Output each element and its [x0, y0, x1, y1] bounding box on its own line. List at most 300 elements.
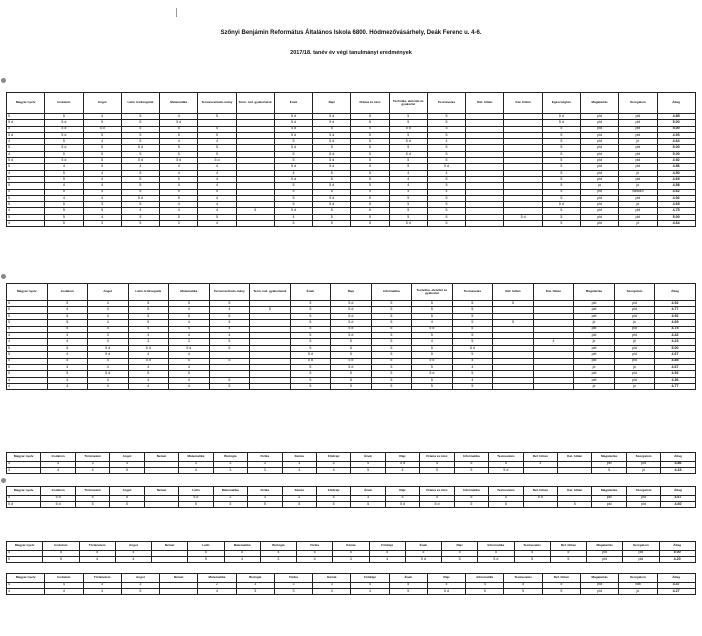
column-header: Német: [152, 542, 188, 551]
grade-cell: 5 d: [274, 126, 312, 132]
grade-cell: 5: [313, 176, 351, 182]
grade-cell: 5: [351, 120, 389, 126]
punch-hole: [1, 78, 6, 83]
grade-cell: pld: [592, 501, 626, 507]
column-header: Technika, életvitel és gyakorlat: [412, 284, 453, 301]
grade-cell: 5: [47, 371, 88, 377]
grade-cell: 5: [7, 495, 41, 501]
grade-cell: pld: [574, 301, 615, 307]
grade-cell: jó: [614, 364, 655, 370]
average-cell: 4.85: [655, 358, 696, 364]
grade-cell: pld: [614, 377, 655, 383]
grade-cell: 5: [389, 114, 427, 120]
column-header: Átlag: [657, 574, 695, 583]
grade-cell: 5: [198, 145, 236, 151]
grade-cell: pld: [623, 556, 659, 562]
grade-cell: 5: [412, 364, 453, 370]
grade-cell: 5 d: [331, 326, 372, 332]
grade-cell: 5: [121, 214, 159, 220]
column-header: Matematika: [179, 453, 213, 462]
grade-cell: 4: [169, 320, 210, 326]
grade-cell: 4: [45, 183, 83, 189]
column-header: Term. tud. gyakorlatok: [236, 93, 274, 114]
column-header: Földrajz: [351, 574, 389, 583]
grade-cell: 5 d: [45, 145, 83, 151]
grade-cell: 4: [420, 461, 454, 467]
grade-cell: 5: [121, 183, 159, 189]
grade-cell: 5 d: [160, 158, 198, 164]
grade-cell: pld: [574, 352, 615, 358]
grade-cell: 5: [160, 214, 198, 220]
grade-cell: [236, 221, 274, 227]
grade-cell: pld: [574, 358, 615, 364]
grade-cell: 5: [274, 221, 312, 227]
grade-cell: 4: [88, 326, 129, 332]
column-header: Ref. hittan: [542, 574, 580, 583]
grade-cell: 4: [160, 183, 198, 189]
grade-cell: 5: [427, 120, 465, 126]
grade-cell: 3: [83, 221, 121, 227]
grade-cell: 4: [316, 495, 350, 501]
grade-cell: 5: [128, 313, 169, 319]
grade-cell: 4: [83, 114, 121, 120]
column-header: Rajz: [385, 487, 419, 496]
grade-cell: 4: [7, 339, 48, 345]
column-header: Átlag: [661, 487, 695, 496]
grade-cell: 4: [79, 556, 115, 562]
grade-cell: 5: [7, 320, 48, 326]
grade-cell: 4: [47, 364, 88, 370]
grade-cell: 3: [248, 467, 282, 473]
grade-cell: 4: [198, 164, 236, 170]
grade-cell: 5: [504, 582, 542, 588]
grade-cell: 5 d: [169, 345, 210, 351]
grade-cell: 5: [550, 550, 586, 556]
grade-cell: 5 d: [412, 358, 453, 364]
grade-cell: 5: [371, 307, 412, 313]
grade-cell: 4: [128, 352, 169, 358]
grade-cell: 5: [389, 164, 427, 170]
grade-cell: 4: [316, 467, 350, 473]
grade-cell: pld: [580, 208, 618, 214]
grade-cell: 5 d: [427, 164, 465, 170]
grade-cell: 5: [389, 158, 427, 164]
grade-cell: 5: [128, 307, 169, 313]
grade-cell: jó: [619, 139, 657, 145]
grade-cell: vált: [619, 582, 657, 588]
grade-cell: 5: [121, 114, 159, 120]
grade-cell: 4: [351, 588, 389, 594]
grade-cell: 5 d: [412, 326, 453, 332]
grade-cell: 3: [282, 461, 316, 467]
grade-cell: 3: [213, 461, 247, 467]
grade-cell: pld: [574, 377, 615, 383]
column-header: Ref. hittan: [550, 542, 586, 551]
grade-cell: 5: [250, 307, 291, 313]
column-header: Informatika: [454, 453, 488, 462]
column-header: Testnevelés: [489, 487, 523, 496]
grade-cell: 5 d: [331, 301, 372, 307]
grade-cell: 5: [45, 176, 83, 182]
grade-cell: 5: [427, 145, 465, 151]
grade-cell: [493, 384, 534, 390]
column-header: Irodalom: [45, 93, 83, 114]
grade-cell: 5: [297, 550, 333, 556]
grade-cell: 4: [128, 364, 169, 370]
grade-cell: 4: [351, 582, 389, 588]
table-row: [7, 556, 696, 562]
grade-cell: 4: [198, 195, 236, 201]
grade-cell: 5 d: [313, 114, 351, 120]
column-header: Angol: [110, 487, 144, 496]
grade-cell: 5: [169, 313, 210, 319]
column-header: Angol: [121, 574, 159, 583]
average-cell: 4.50: [657, 170, 695, 176]
grade-cell: 5 d: [313, 195, 351, 201]
column-header: Rajz: [385, 453, 419, 462]
average-cell: 4.23: [661, 467, 695, 473]
scan-mark: [176, 8, 177, 17]
grade-cell: 5 d: [88, 352, 129, 358]
grade-cell: 4: [160, 208, 198, 214]
grade-cell: 5: [371, 352, 412, 358]
grade-cell: pld: [574, 326, 615, 332]
grade-cell: 4: [47, 339, 88, 345]
grade-cell: 5: [389, 132, 427, 138]
grade-cell: 5: [274, 195, 312, 201]
average-cell: 4.85: [657, 114, 695, 120]
grade-cell: 5: [452, 313, 493, 319]
grade-cell: 5: [47, 301, 88, 307]
grade-cell: 4: [47, 377, 88, 383]
column-header: Testnevelés: [504, 574, 542, 583]
grade-cell: 3: [169, 339, 210, 345]
grades-table: [6, 283, 696, 390]
grade-cell: jó: [619, 170, 657, 176]
column-header: Szorgalom: [619, 574, 657, 583]
grade-cell: 4: [88, 377, 129, 383]
column-header: Angol: [110, 453, 144, 462]
grade-cell: 4: [83, 195, 121, 201]
grade-cell: 4: [198, 202, 236, 208]
grade-cell: 5: [331, 371, 372, 377]
grade-cell: 4: [45, 195, 83, 201]
average-cell: 4.86: [657, 164, 695, 170]
grade-cell: 5: [7, 164, 45, 170]
average-cell: 4.75: [655, 326, 696, 332]
grade-cell: 5: [427, 158, 465, 164]
grade-cell: 4: [7, 221, 45, 227]
grade-cell: 4: [121, 164, 159, 170]
grade-cell: 4: [83, 183, 121, 189]
average-cell: 4.67: [655, 364, 696, 370]
grade-cell: pld: [580, 195, 618, 201]
grade-cell: 5: [7, 364, 48, 370]
average-cell: 4.77: [655, 384, 696, 390]
grade-cell: jó: [580, 183, 618, 189]
grade-cell: 5: [83, 132, 121, 138]
grade-cell: pld: [580, 151, 618, 157]
grade-cell: jó: [626, 467, 660, 473]
grade-cell: 4: [88, 301, 129, 307]
grade-cell: 5: [542, 221, 580, 227]
column-header: Matematika: [224, 542, 260, 551]
grade-cell: 5: [198, 189, 236, 195]
grade-cell: pld: [619, 208, 657, 214]
grade-cell: 4: [7, 189, 45, 195]
grade-cell: 4: [88, 339, 129, 345]
grade-cell: 3: [7, 467, 41, 473]
grade-cell: 5: [542, 151, 580, 157]
grade-cell: pld: [574, 345, 615, 351]
grade-cell: 4: [45, 582, 83, 588]
grade-cell: 5: [313, 221, 351, 227]
grade-cell: 5: [188, 556, 224, 562]
grade-cell: 5: [452, 371, 493, 377]
grade-cell: 4: [179, 467, 213, 473]
column-header: Szorgalom: [619, 93, 657, 114]
grade-cell: [523, 501, 557, 507]
grade-cell: pld: [614, 345, 655, 351]
grade-cell: 3: [179, 461, 213, 467]
grade-cell: 4: [47, 307, 88, 313]
average-cell: 5.00: [655, 345, 696, 351]
grade-cell: 5: [452, 352, 493, 358]
column-header: Fizika: [274, 574, 312, 583]
grade-cell: 5: [45, 189, 83, 195]
grade-cell: 5: [427, 183, 465, 189]
grade-cell: 5: [121, 202, 159, 208]
grade-cell: 5: [420, 467, 454, 473]
grade-cell: 4: [47, 352, 88, 358]
grade-cell: 4: [282, 467, 316, 473]
grade-cell: 5: [371, 313, 412, 319]
grade-cell: 3: [248, 495, 282, 501]
grade-cell: 5: [7, 214, 45, 220]
grade-cell: pld: [580, 202, 618, 208]
average-cell: 5.00: [657, 145, 695, 151]
grade-cell: 4: [128, 332, 169, 338]
grade-cell: 5 d: [542, 202, 580, 208]
grade-cell: pld: [614, 332, 655, 338]
column-header: Átlag: [661, 453, 695, 462]
grade-cell: pld: [619, 132, 657, 138]
grade-cell: 5: [389, 214, 427, 220]
grade-cell: pld: [574, 371, 615, 377]
column-header: Dráma és tánc: [420, 453, 454, 462]
average-cell: 4.20: [659, 556, 695, 562]
grade-cell: 5: [290, 332, 331, 338]
grade-cell: 4: [47, 332, 88, 338]
grade-cell: 5: [351, 176, 389, 182]
grade-cell: 5: [351, 158, 389, 164]
grade-cell: jó: [614, 339, 655, 345]
grade-cell: pld: [580, 158, 618, 164]
grade-cell: 5 d: [45, 126, 83, 132]
grade-cell: 4: [160, 202, 198, 208]
column-header: Angol: [115, 542, 151, 551]
grade-cell: 5: [412, 345, 453, 351]
column-header: Angol: [83, 93, 121, 114]
grade-cell: 5: [121, 170, 159, 176]
grade-cell: 4: [489, 495, 523, 501]
grade-cell: 3: [75, 461, 109, 467]
grade-cell: 5: [290, 313, 331, 319]
grade-cell: 5 d: [331, 313, 372, 319]
grade-cell: 5 d: [313, 132, 351, 138]
grade-cell: 5 d: [290, 358, 331, 364]
grade-cell: 5 d: [179, 495, 213, 501]
column-header: Testnevelés: [514, 542, 550, 551]
grade-cell: 5: [351, 139, 389, 145]
column-header: Magyar nyelv: [7, 542, 43, 551]
grade-cell: 5 d: [7, 501, 41, 507]
grade-cell: [466, 221, 504, 227]
column-header: Kémia: [282, 453, 316, 462]
grade-cell: 5: [110, 467, 144, 473]
grade-cell: 5: [442, 556, 478, 562]
grades-table: [6, 486, 696, 508]
grade-cell: 4: [7, 332, 48, 338]
grade-cell: 5: [169, 301, 210, 307]
grade-cell: 3: [313, 582, 351, 588]
grade-cell: 4: [260, 550, 296, 556]
column-header: Informatika: [478, 542, 514, 551]
grade-cell: pld: [580, 170, 618, 176]
grade-cell: 5: [236, 208, 274, 214]
average-cell: 4.36: [655, 377, 696, 383]
column-header: Testnevelés: [489, 453, 523, 462]
grade-cell: 5: [331, 377, 372, 383]
grade-cell: 5 d: [389, 139, 427, 145]
grade-cell: 4: [160, 164, 198, 170]
grade-cell: 5: [7, 326, 48, 332]
grade-cell: pld: [619, 151, 657, 157]
grade-cell: 4: [7, 151, 45, 157]
average-cell: 5.00: [659, 550, 695, 556]
column-header: Történelem: [79, 542, 115, 551]
grade-cell: pld: [619, 176, 657, 182]
grade-cell: 4: [110, 461, 144, 467]
grade-cell: 5: [209, 377, 250, 383]
grade-cell: 5: [427, 151, 465, 157]
grade-cell: 5 d: [121, 195, 159, 201]
grade-cell: 4: [121, 208, 159, 214]
grade-cell: 5: [331, 339, 372, 345]
grade-cell: 5: [371, 320, 412, 326]
grade-cell: 5: [47, 358, 88, 364]
grade-cell: 5: [274, 183, 312, 189]
grade-cell: 5: [493, 301, 534, 307]
grade-cell: jó: [619, 183, 657, 189]
average-cell: 5.00: [657, 120, 695, 126]
grade-cell: 5: [209, 358, 250, 364]
grade-cell: 5: [389, 202, 427, 208]
grade-cell: jó: [574, 320, 615, 326]
grade-cell: 5: [121, 151, 159, 157]
grade-cell: 5 d: [313, 139, 351, 145]
grade-cell: 4: [198, 588, 236, 594]
column-header: Magyar nyelv: [7, 93, 45, 114]
grade-cell: 3: [128, 339, 169, 345]
column-header: Dráma és tánc: [420, 487, 454, 496]
grade-cell: pld: [580, 132, 618, 138]
grade-cell: [250, 384, 291, 390]
grade-cell: 3: [248, 461, 282, 467]
column-header: Irodalom: [41, 487, 75, 496]
grade-cell: 5: [45, 214, 83, 220]
table-row: [7, 501, 696, 507]
column-header: Biológia: [260, 542, 296, 551]
grade-cell: 5: [290, 384, 331, 390]
grade-cell: 5: [542, 588, 580, 594]
grade-cell: 4: [41, 467, 75, 473]
grade-cell: 4: [7, 582, 45, 588]
grade-cell: 4: [209, 332, 250, 338]
average-cell: 4.93: [657, 132, 695, 138]
grade-cell: pld: [574, 332, 615, 338]
column-header: Fizika: [248, 487, 282, 496]
column-header: Kémia: [333, 542, 369, 551]
grade-cell: 5 d: [274, 145, 312, 151]
grade-cell: 5: [371, 371, 412, 377]
grade-cell: 5: [489, 461, 523, 467]
grade-cell: 5: [47, 345, 88, 351]
grade-cell: pld: [619, 114, 657, 120]
grade-cell: 4: [389, 176, 427, 182]
grade-cell: 5: [313, 208, 351, 214]
grade-cell: 5: [412, 377, 453, 383]
column-header: Kémia: [282, 487, 316, 496]
grade-cell: 5: [160, 151, 198, 157]
column-header: Földrajz: [316, 487, 350, 496]
grade-cell: pld: [619, 164, 657, 170]
grade-cell: 5: [427, 126, 465, 132]
grade-cell: 4: [169, 326, 210, 332]
grade-cell: 4: [115, 556, 151, 562]
grade-cell: 5: [83, 158, 121, 164]
column-header: Informatika: [454, 487, 488, 496]
average-cell: 4.23: [655, 339, 696, 345]
grade-cell: 5: [121, 221, 159, 227]
grade-cell: 5: [7, 550, 43, 556]
grade-cell: 4: [420, 495, 454, 501]
grade-cell: 5: [121, 120, 159, 126]
grade-cell: pld: [580, 221, 618, 227]
grade-cell: 5: [412, 352, 453, 358]
grade-cell: 5: [128, 320, 169, 326]
grade-cell: 5 d: [542, 114, 580, 120]
grade-cell: 4: [115, 550, 151, 556]
column-header: Kat. hittan: [504, 93, 542, 114]
grade-cell: 4: [83, 214, 121, 220]
grade-cell: 5 d: [420, 501, 454, 507]
column-header: Matematika: [198, 574, 236, 583]
grade-cell: 5 d: [331, 364, 372, 370]
average-cell: 5.00: [657, 126, 695, 132]
grade-cell: 5: [7, 313, 48, 319]
average-cell: 4.92: [657, 158, 695, 164]
grade-cell: 4: [389, 189, 427, 195]
grade-cell: változó: [619, 189, 657, 195]
grade-cell: 4: [389, 170, 427, 176]
grade-cell: [144, 467, 178, 473]
grade-cell: 4: [7, 208, 45, 214]
average-cell: 4.92: [655, 313, 696, 319]
grade-cell: 5: [160, 132, 198, 138]
grade-cell: 5: [128, 301, 169, 307]
grade-cell: 5 d: [313, 164, 351, 170]
